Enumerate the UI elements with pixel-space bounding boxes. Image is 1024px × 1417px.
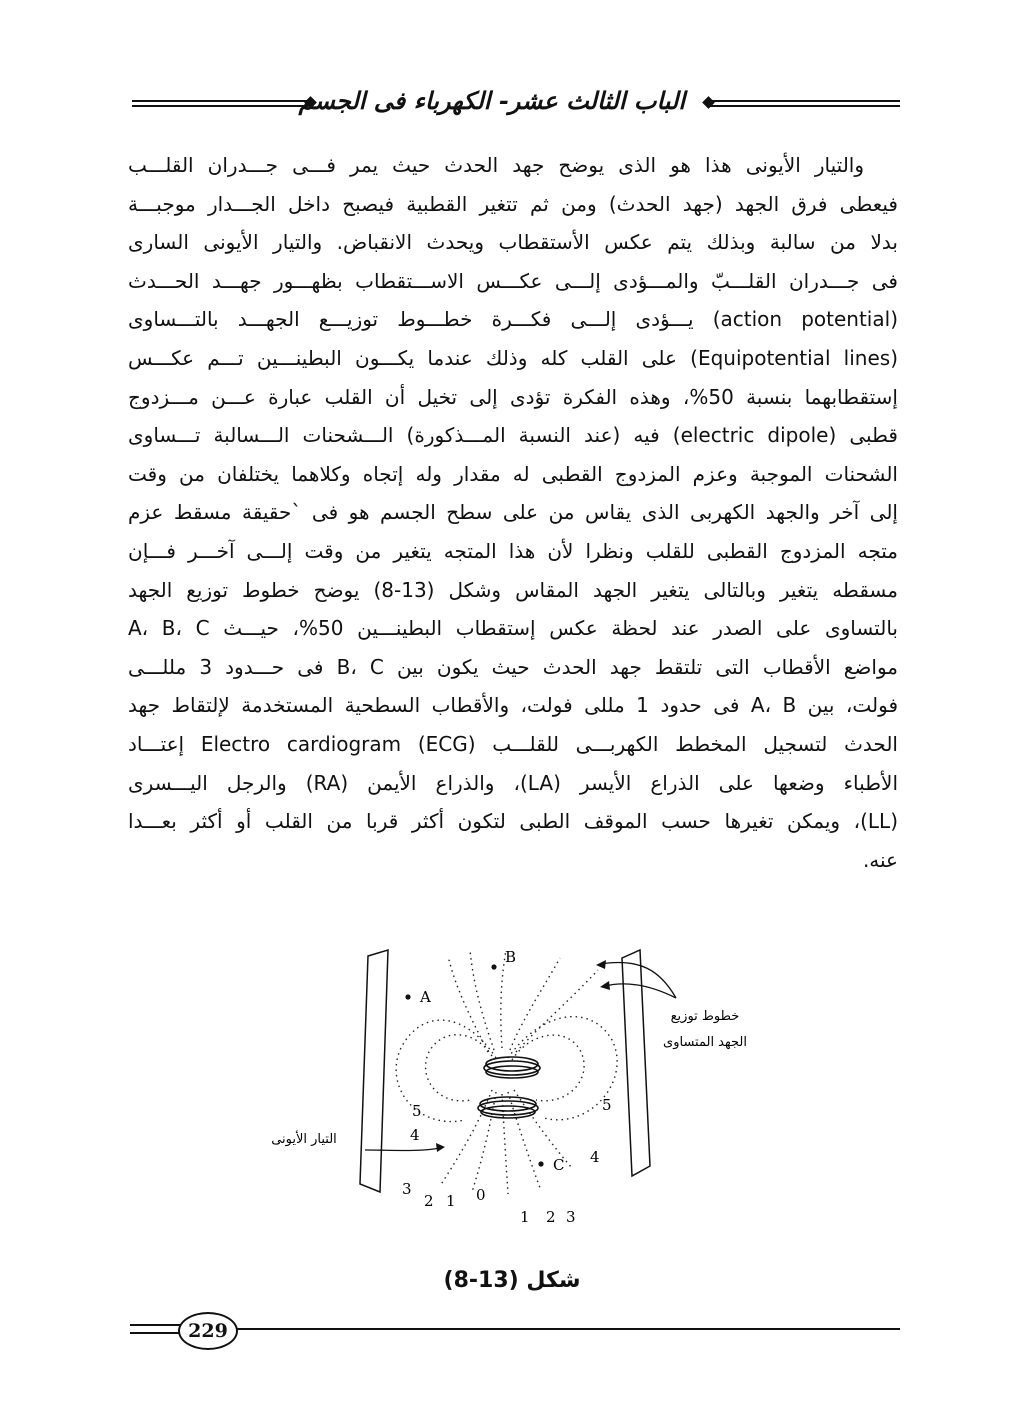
equipotential-label: الجهد المتساوى xyxy=(663,1035,747,1050)
page-header xyxy=(120,86,900,126)
text-line: (LL)، ويمكن تغيرها حسب الموقف الطبى لتكون أكثر قربا من القلب أو أكثر بعـــدا xyxy=(128,809,898,834)
text-line: فيعطى فرق الجهد (جهد الحدث) ومن ثم تتغير القطبية فيصبح داخل الجـــدار موجبـــة xyxy=(128,191,898,216)
equipotential-figure xyxy=(260,940,760,1240)
contour-label: 0 xyxy=(476,1186,486,1204)
text-line: إلى آخر والجهد الكهربى الذى يقاس من على سطح الجسم هو فى `حقيقة مسقط عزم xyxy=(128,500,898,525)
page-number: 229 xyxy=(178,1312,238,1350)
equipotential-label: خطوط توزيع xyxy=(670,1009,740,1024)
electrode-a-dot xyxy=(405,994,410,999)
text-line: الشحنات الموجبة وعزم المزدوج القطبى له مقدار وله إتجاه وكلاهما يختلفان من وقت xyxy=(128,461,898,486)
header-rule-right xyxy=(710,100,900,102)
text-line: بدلا من سالبة وبذلك يتم عكس الأستقطاب ويحدث الانقباض. والتيار الأيونى السارى xyxy=(128,230,898,255)
electrode-a-label: A xyxy=(420,988,431,1006)
contour-label: 5 xyxy=(412,1102,422,1120)
contour-label: 3 xyxy=(402,1180,412,1198)
heart-dipole xyxy=(478,1057,540,1118)
header-rule-left-2 xyxy=(132,105,308,107)
electrode-b-label: B xyxy=(505,948,517,966)
text-line: إستقطابهما بنسبة 50%، وهذه الفكرة تؤدى إلى تخيل أن القلب عبارة عـــن مـــزدوج xyxy=(128,384,898,409)
text-line: قطبى (electric dipole) فيه (عند النسبة المـــذكورة) الـــشحنات الـــسالبة تـــساوى xyxy=(128,423,898,448)
electrode-b-dot xyxy=(491,964,496,969)
text-line: الحدث لتسجيل المخطط الكهربـــى للقلـــب (Electro cardiogram (ECG إعتـــاد xyxy=(128,731,898,756)
dipole-diagram xyxy=(260,940,760,1240)
text-line: (Equipotential lines) على القلب كله وذلك عندما يكـــون البطينـــين تـــم عكـــس xyxy=(128,345,898,370)
text-line: بالتساوى على الصدر عند لحظة عكس إستقطاب البطينـــين 50%، حيـــث A، B، C xyxy=(128,616,898,641)
ionic-current-label: التيار الأيونى xyxy=(271,1132,337,1147)
electrode-c-dot xyxy=(538,1161,543,1166)
text-line: مسقطه يتغير وبالتالى يتغير الجهد المقاس وشكل (13-8) يوضح خطوط توزيع الجهد xyxy=(128,577,898,602)
header-rule-left xyxy=(132,100,308,102)
text-line: فى جـــدران القلـــبّ والمـــؤدى إلـــى عكـــس الاســـتقطاب بظهـــور جهـــد الحـــدث xyxy=(128,268,898,293)
contour-label: 1 xyxy=(446,1192,456,1210)
contour-label: 4 xyxy=(410,1126,420,1144)
page-footer xyxy=(120,1288,900,1378)
text-line: مواضع الأقطاب التى تلتقط جهد الحدث حيث يكون بين B، C فى حـــدود 3 مللـــى xyxy=(128,654,898,679)
text-line: عنه. xyxy=(862,847,898,872)
text-line: الأطباء وضعها على الذراع الأيسر (LA)، والذراع الأيمن (RA) والرجل اليـــسرى xyxy=(128,770,898,795)
body-paragraph xyxy=(128,146,898,879)
contour-label: 3 xyxy=(566,1208,576,1226)
contour-label: 2 xyxy=(424,1192,434,1210)
text-line: متجه المزدوج القطبى للقلب ونظرا لأن هذا المتجه يتغير من وقت إلـــى آخـــر فـــإن xyxy=(128,538,898,563)
header-rule-right-2 xyxy=(710,105,900,107)
contour-label: 1 xyxy=(520,1208,530,1226)
equipotential-lines xyxy=(396,950,617,1194)
text-line: والتيار الأيونى هذا هو الذى يوضح جهد الحدث حيث يمر فـــى جـــدران القلـــب xyxy=(128,153,864,177)
footer-rule-long xyxy=(234,1328,900,1330)
left-plate xyxy=(360,950,388,1192)
electrode-c-label: C xyxy=(553,1156,565,1174)
contour-label: 4 xyxy=(590,1148,600,1166)
contour-label: 5 xyxy=(602,1096,612,1114)
text-line: (action potential) يـــؤدى إلـــى فكـــرة خطـــوط توزيـــع الجهـــد بالتـــساوى xyxy=(128,307,898,332)
text-line: فولت، بين A، B فى حدود 1 مللى فولت، والأقطاب السطحية المستخدمة لإلتقاط جهد xyxy=(128,693,898,718)
figure-caption: شكل (13-8) xyxy=(443,1268,581,1293)
contour-label: 2 xyxy=(546,1208,556,1226)
chapter-title: الباب الثالث عشر- الكهرباء فى الجسم xyxy=(298,86,685,115)
